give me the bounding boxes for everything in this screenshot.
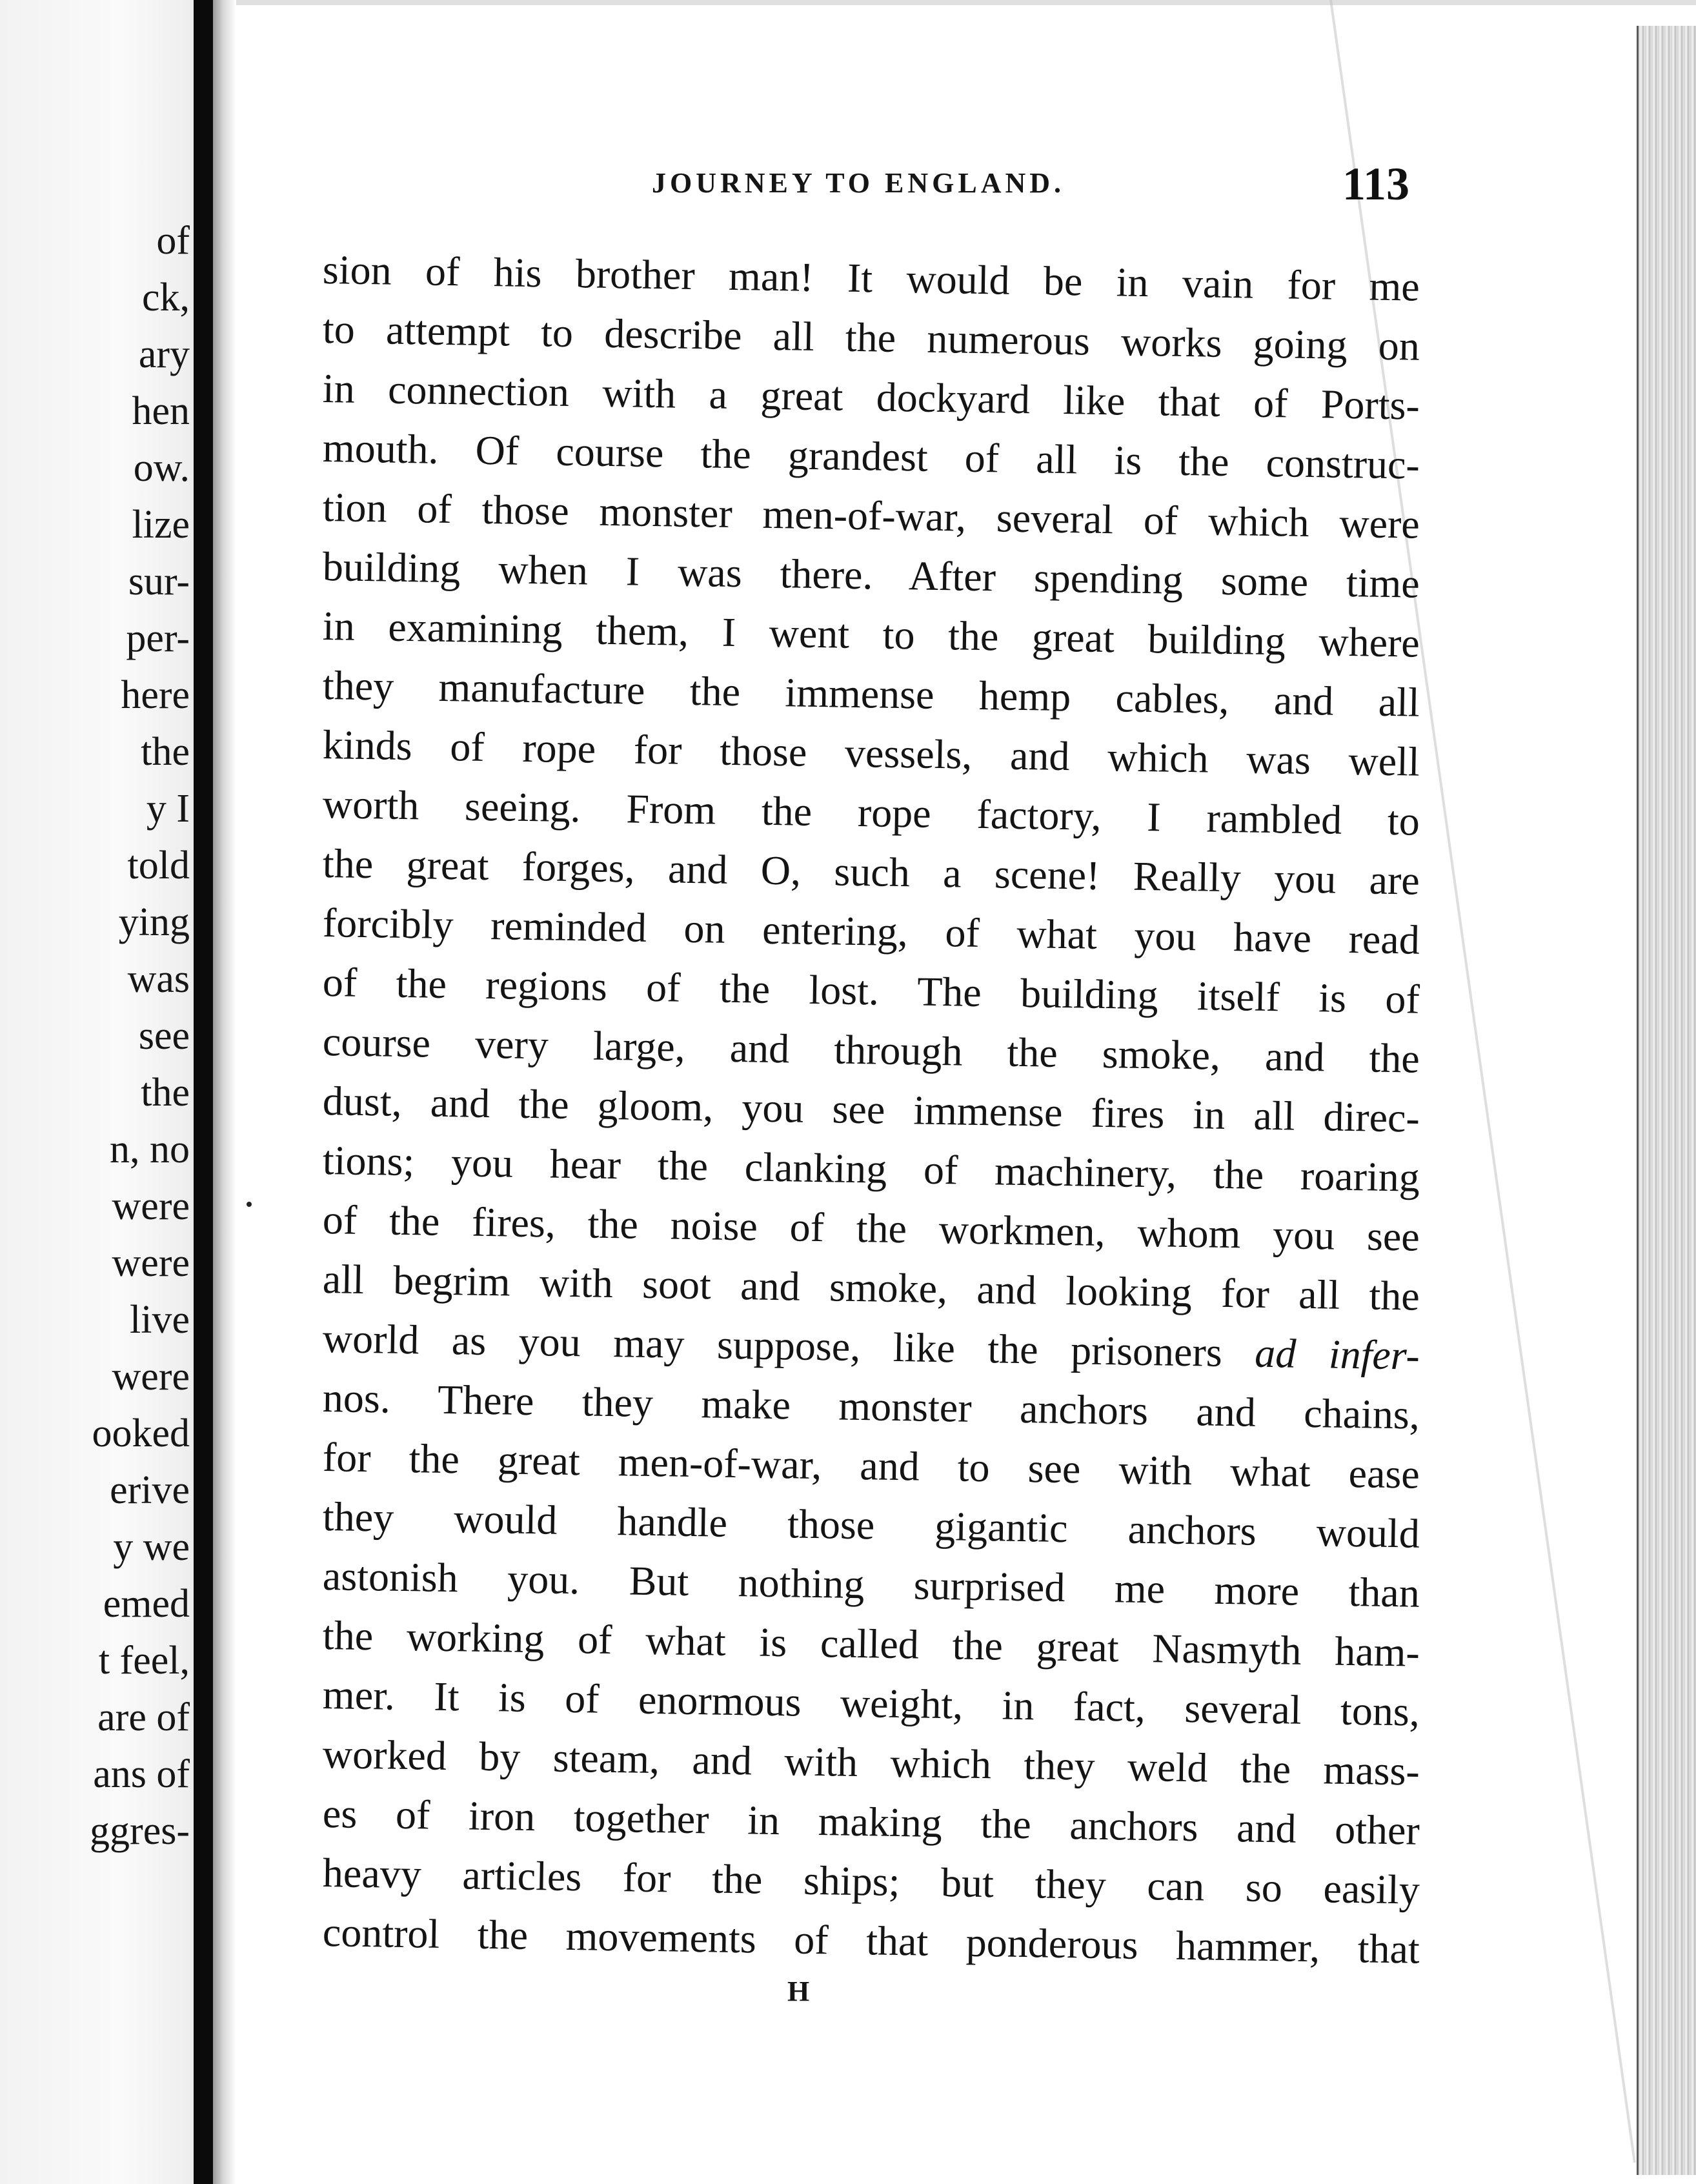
text-line: to attempt to describe all the numerous works going on [322, 306, 1420, 369]
italic-latin-phrase: ad infer- [1254, 1330, 1420, 1379]
left-page-line: ying [118, 900, 190, 944]
left-page-line: told [127, 844, 190, 887]
text-line: mouth. Of course the grandest of all is the construc- [322, 425, 1420, 488]
text-line: the working of what is called the great Nasmyth ham- [322, 1612, 1420, 1675]
left-page-line: ary [138, 332, 190, 376]
left-page-line: the [141, 730, 190, 774]
left-page-line: lize [132, 503, 190, 547]
left-page-line: ow. [133, 446, 190, 490]
signature-mark: H [787, 1976, 810, 2007]
text-line: building when I was there. After spending some time [322, 543, 1420, 607]
left-page-line: live [130, 1298, 190, 1342]
text-line: kinds of rope for those vessels, and which was well [322, 722, 1420, 785]
text-line: control the movements of that ponderous hammer, that [322, 1909, 1420, 1972]
body-text [322, 240, 1420, 1972]
left-page-line: ck, [141, 276, 190, 319]
gutter-shadow [213, 0, 236, 2184]
left-page-line: t feel, [98, 1639, 190, 1683]
left-page-line: n, no [110, 1127, 190, 1171]
page-top-edge [236, 0, 1696, 5]
text-line: of the regions of the lost. The building itself is of [322, 959, 1420, 1022]
text-line: es of iron together in making the anchors and other [322, 1790, 1420, 1854]
left-page-line: hen [132, 389, 190, 433]
left-page-line: are of [97, 1695, 190, 1739]
text-line: dust, and the gloom, you see immense fires in all direc- [322, 1078, 1420, 1141]
text-line: the great forges, and O, such a scene! Really you are [322, 840, 1420, 904]
text-line: tion of those monster men-of-war, several of which were [322, 484, 1420, 547]
left-page-line: per- [126, 616, 190, 660]
left-page-line: y I [146, 787, 190, 831]
text-line: worth seeing. From the rope factory, I rambled to [322, 781, 1420, 844]
left-page-line: were [112, 1241, 190, 1285]
text-line: sion of his brother man! It would be in vain for me [322, 247, 1420, 310]
text-line: nos. There they make monster anchors and chains, [322, 1375, 1420, 1438]
text-line: forcibly reminded on entering, of what you have read [322, 900, 1420, 963]
book-gutter [194, 0, 213, 2184]
left-page-line: y we [113, 1525, 190, 1569]
left-page-line: erive [110, 1468, 190, 1512]
left-page-line: were [112, 1184, 190, 1228]
left-page-line: sur- [128, 560, 190, 603]
left-page-line: of [156, 219, 190, 263]
ink-speck [247, 1202, 252, 1207]
left-page-line: here [121, 673, 190, 717]
previous-page-fragment [0, 0, 201, 2184]
text-line: they would handle those gigantic anchors would [322, 1493, 1420, 1557]
left-page-line: see [138, 1014, 190, 1058]
text-line: all begrim with soot and smoke, and looking for all the [322, 1256, 1420, 1319]
page-number: 113 [1342, 158, 1410, 210]
text-line: they manufacture the immense hemp cables, and all [322, 662, 1420, 725]
left-page-line: ggres- [90, 1809, 190, 1853]
left-page-line: were [112, 1355, 190, 1399]
page-edges [1637, 26, 1696, 2175]
left-page-line: the [141, 1071, 190, 1115]
running-head: JOURNEY TO ENGLAND. [652, 167, 1065, 199]
left-page-line: emed [103, 1582, 190, 1626]
text-line: tions; you hear the clanking of machinery, the roaring [322, 1137, 1420, 1200]
text-line: in examining them, I went to the great building where [322, 603, 1420, 666]
text-line: worked by steam, and with which they weld the mass- [322, 1731, 1420, 1794]
left-page-line: ooked [92, 1411, 190, 1455]
text-line: in connection with a great dockyard like that of Ports- [322, 365, 1420, 429]
text-line: of the fires, the noise of the workmen, whom you see [322, 1197, 1420, 1260]
left-page-line: ans of [93, 1752, 190, 1796]
text-line: heavy articles for the ships; but they can so easily [322, 1850, 1420, 1913]
text-line: mer. It is of enormous weight, in fact, several tons, [322, 1672, 1420, 1735]
left-page-line: was [127, 957, 190, 1001]
text-line: for the great men-of-war, and to see with what ease [322, 1434, 1420, 1497]
text-line-main: world as you may suppose, like the prisoners [322, 1315, 1223, 1375]
text-line: astonish you. But nothing surprised me more than [322, 1553, 1420, 1616]
text-line: course very large, and through the smoke, and the [322, 1018, 1420, 1082]
